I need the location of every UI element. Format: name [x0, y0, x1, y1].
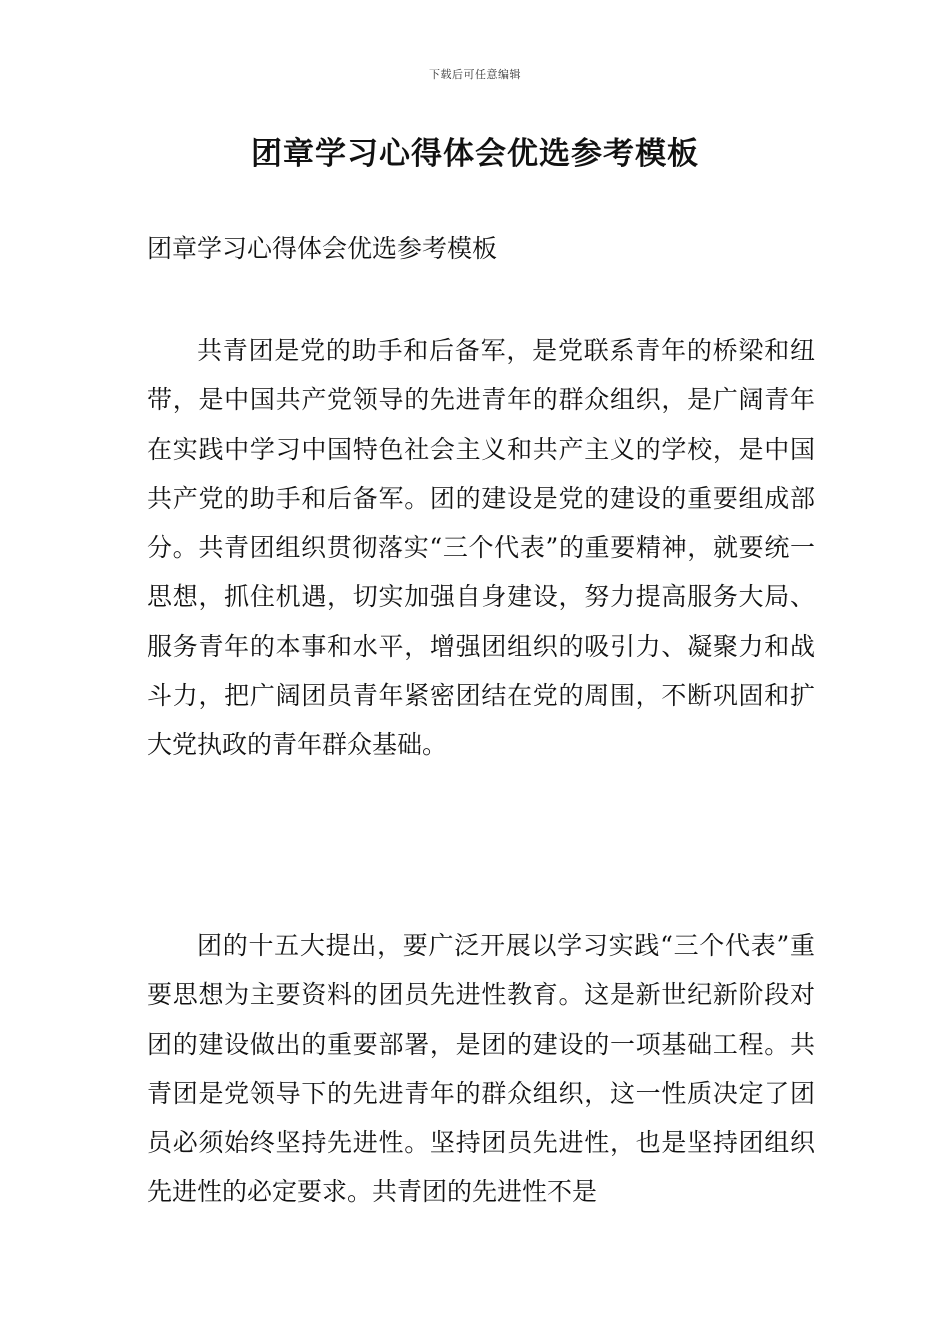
body-paragraph: 团的十五大提出，要广泛开展以学习实践“三个代表”重要思想为主要资料的团员先进性教育。这是新世纪新阶段对团的建设做出的重要部署，是团的建设的一项基础工程。共青团是党领导下的先进青年的群众组织，这一性质决定了团员必须始终坚持先进性。坚持团员先进性，也是坚持团组织先进性的必定要求。共青团的先进性不是	[147, 931, 815, 1207]
document-subtitle: 团章学习心得体会优选参考模板	[147, 234, 498, 263]
document-title: 团章学习心得体会优选参考模板	[251, 136, 699, 172]
header-note: 下载后可任意编辑	[429, 68, 521, 81]
body-paragraph: 共青团是党的助手和后备军，是党联系青年的桥梁和纽带，是中国共产党领导的先进青年的群众组织，是广阔青年在实践中学习中国特色社会主义和共产主义的学校，是中国共产党的助手和后备军。团的建设是党的建设的重要组成部分。共青团组织贯彻落实“三个代表”的重要精神，就要统一思想，抓住机遇，切实加强自身建设，努力提高服务大局、服务青年的本事和水平，增强团组织的吸引力、凝聚力和战斗力，把广阔团员青年紧密团结在党的周围，不断巩固和扩大党执政的青年群众基础。	[147, 336, 815, 760]
